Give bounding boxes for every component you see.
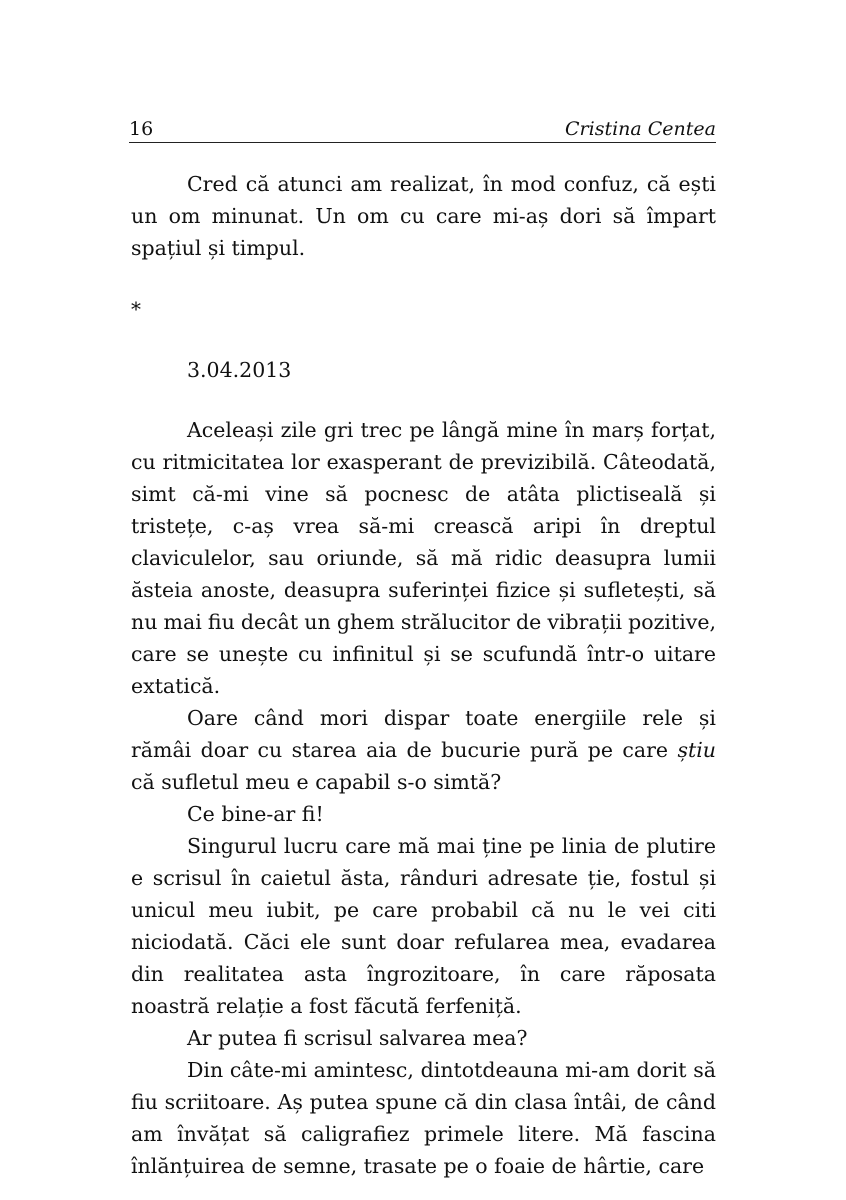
paragraph-2-text-start: Oare când mori dispar toate energiile rele și rămâi doar cu starea aia de bucurie pură pe care	[131, 706, 716, 762]
paragraph-6: Din câte-mi amintesc, dintotdeauna mi-am dorit să fiu scriitoare. Aș putea spune că din clasa întâi, de când am învățat să caligrafiez primele litere. Mă fascina înlănțuirea de semne, trasate pe o foaie de hârtie, care	[131, 1058, 716, 1178]
section-separator: *	[131, 297, 141, 321]
paragraph-2	[131, 702, 716, 798]
paragraph-4: Singurul lucru care mă mai ține pe linia de plutire e scrisul în caietul ăsta, rânduri adresate ție, fostul și unicul meu iubit, pe care probabil că nu le vei citi niciodată. Căci ele sunt doar refularea mea, evadarea din realitatea asta îngrozitoare, în care răposata noastră relație a fost făcută ferfeniță.	[131, 834, 716, 1018]
paragraph-2-text-end: că sufletul meu e capabil s-o simtă?	[131, 770, 502, 794]
paragraph-5: Ar putea fi scrisul salvarea mea?	[187, 1026, 528, 1050]
page-body	[131, 168, 716, 1182]
paragraph-1: Aceleași zile gri trec pe lângă mine în marș forțat, cu ritmicitatea lor exasperant de previzibilă. Câteodată, simt că-mi vine să pocnesc de atâta plictiseală și tristețe, c-aș vrea să-mi crească aripi în dreptul claviculelor, sau oriunde, să mă ridic deasupra lumii ăsteia anoste, deasupra suferinței fizice și sufletești, să nu mai fiu decât un ghem strălucitor de vibrații pozitive, care se unește cu infinitul și se scufundă într-o uitare extatică.	[131, 418, 716, 698]
page-number: 16	[129, 118, 154, 140]
paragraph-2-emphasis: știu	[677, 738, 716, 762]
running-header	[129, 116, 716, 143]
entry-date: 3.04.2013	[187, 358, 292, 382]
intro-paragraph: Cred că atunci am realizat, în mod confuz, că ești un om minunat. Un om cu care mi-aș dori să împart spațiul și timpul.	[131, 172, 716, 260]
paragraph-spacer	[131, 386, 716, 414]
paragraph-3: Ce bine-ar fi!	[187, 802, 324, 826]
author-name: Cristina Centea	[565, 118, 716, 140]
